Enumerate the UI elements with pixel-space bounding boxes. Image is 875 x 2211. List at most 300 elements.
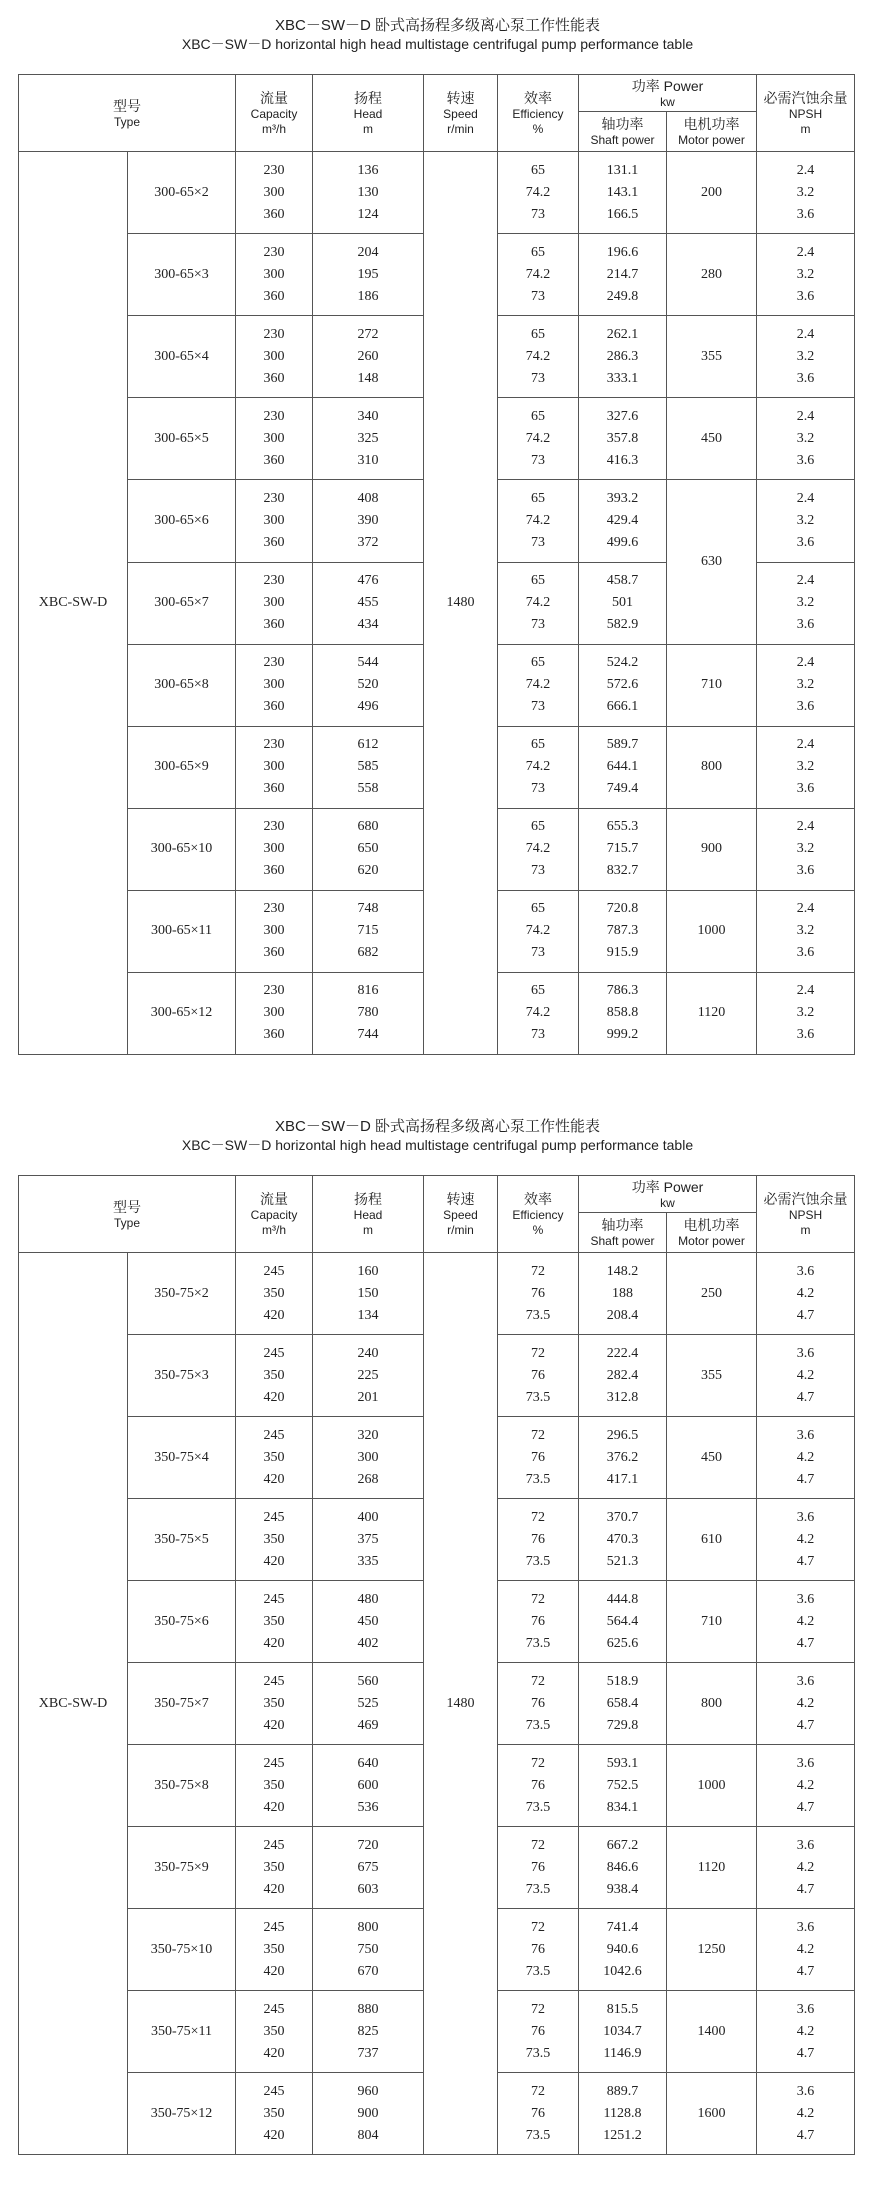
shaft-power-cell-value: 1146.9	[603, 2045, 642, 2061]
head-cell-value: 320	[357, 1427, 379, 1443]
shaft-power-cell-value: 327.6	[606, 408, 639, 424]
motor-power-cell: 1120	[667, 1827, 757, 1909]
capacity-cell	[236, 480, 313, 563]
npsh-cell-value: 2.4	[796, 573, 815, 588]
efficiency-cell-value: 72	[531, 1509, 545, 1525]
efficiency-cell-value: 73	[531, 1027, 545, 1042]
head-cell-value: 748	[357, 901, 379, 916]
efficiency-cell	[498, 316, 579, 398]
capacity-cell-value: 300	[263, 841, 285, 856]
capacity-cell-value: 420	[263, 1881, 285, 1897]
npsh-cell	[757, 480, 855, 563]
shaft-power-cell-value: 999.2	[606, 1027, 639, 1042]
npsh-cell-value: 3.2	[796, 512, 815, 528]
capacity-cell	[236, 890, 313, 972]
shaft-power-cell-value: 815.5	[606, 2001, 639, 2017]
head-cell-value: 272	[357, 326, 379, 342]
npsh-cell-value: 3.2	[796, 430, 815, 446]
shaft-power-cell	[579, 1745, 667, 1827]
model-cell: 300-65×3	[128, 234, 236, 316]
efficiency-cell-value: 65	[531, 901, 545, 916]
motor-power-cell: 800	[667, 726, 757, 808]
capacity-cell	[236, 234, 313, 316]
efficiency-cell-value: 65	[531, 819, 545, 834]
motor-power-cell: 1400	[667, 1991, 757, 2073]
capacity-cell	[236, 644, 313, 726]
efficiency-cell-value: 73.5	[525, 1471, 551, 1487]
head-cell-value: 560	[357, 1673, 379, 1689]
efficiency-cell-value: 76	[531, 1285, 545, 1301]
shaft-power-cell	[579, 480, 667, 563]
shaft-power-cell	[579, 316, 667, 398]
motor-power-cell: 1000	[667, 890, 757, 972]
npsh-cell-value: 3.6	[796, 534, 815, 550]
efficiency-cell-value: 74.2	[525, 430, 551, 446]
npsh-cell-value: 3.2	[796, 1005, 815, 1020]
motor-power-cell: 710	[667, 1581, 757, 1663]
capacity-cell	[236, 1335, 313, 1417]
head-cell-value: 544	[357, 655, 379, 670]
motor-power-cell: 1250	[667, 1909, 757, 1991]
efficiency-cell-value: 74.2	[525, 677, 551, 692]
capacity-cell	[236, 2073, 313, 2155]
header-npsh: 必需汽蚀余量 NPSH m	[757, 1176, 855, 1253]
efficiency-cell	[498, 1827, 579, 1909]
efficiency-cell-value: 74.2	[525, 595, 551, 610]
head-cell-value: 408	[357, 490, 379, 506]
capacity-cell-value: 300	[263, 512, 285, 528]
efficiency-cell-value: 72	[531, 2001, 545, 2017]
efficiency-cell-value: 72	[531, 2083, 545, 2099]
shaft-power-cell-value: 417.1	[606, 1471, 639, 1487]
series-cell: XBC-SW-D	[19, 152, 128, 1055]
npsh-cell-value: 3.2	[796, 923, 815, 938]
head-cell-value: 204	[357, 244, 379, 260]
shaft-power-cell-value: 208.4	[606, 1307, 639, 1323]
npsh-cell-value: 4.2	[796, 2105, 815, 2121]
efficiency-cell-value: 74.2	[525, 512, 551, 528]
shaft-power-cell-value: 658.4	[606, 1695, 639, 1711]
motor-power-cell: 1120	[667, 972, 757, 1054]
header-power: 功率 Power kw	[579, 75, 757, 112]
npsh-cell-value: 4.7	[796, 1635, 815, 1651]
capacity-cell-value: 245	[263, 1673, 285, 1689]
efficiency-cell	[498, 890, 579, 972]
head-cell-value: 325	[357, 430, 379, 446]
shaft-power-cell	[579, 562, 667, 644]
npsh-cell-value: 4.7	[796, 1717, 815, 1733]
capacity-cell-value: 350	[263, 1613, 285, 1629]
capacity-cell-value: 245	[263, 2001, 285, 2017]
npsh-cell-value: 4.7	[796, 2045, 815, 2061]
npsh-cell-value: 4.2	[796, 1531, 815, 1547]
capacity-cell-value: 360	[263, 452, 285, 468]
motor-power-cell: 355	[667, 316, 757, 398]
npsh-cell-value: 2.4	[796, 901, 815, 916]
shaft-power-cell-value: 572.6	[606, 677, 639, 692]
capacity-cell	[236, 1827, 313, 1909]
model-cell: 350-75×8	[128, 1745, 236, 1827]
npsh-cell	[757, 1581, 855, 1663]
efficiency-cell	[498, 1253, 579, 1335]
capacity-cell-value: 230	[263, 162, 285, 178]
model-cell: 300-65×6	[128, 480, 236, 563]
head-cell-value: 558	[357, 781, 379, 796]
shaft-power-cell-value: 518.9	[606, 1673, 639, 1689]
capacity-cell	[236, 1909, 313, 1991]
motor-power-cell: 800	[667, 1663, 757, 1745]
head-cell-value: 612	[357, 737, 379, 752]
shaft-power-cell-value: 749.4	[606, 781, 639, 796]
head-cell-value: 960	[357, 2083, 379, 2099]
shaft-power-cell-value: 188	[612, 1285, 633, 1301]
shaft-power-cell	[579, 152, 667, 234]
head-cell-value: 585	[357, 759, 379, 774]
efficiency-cell-value: 72	[531, 1345, 545, 1361]
capacity-cell-value: 420	[263, 1717, 285, 1733]
npsh-cell-value: 3.6	[796, 1919, 815, 1935]
head-cell-value: 225	[357, 1367, 379, 1383]
head-cell	[313, 1745, 424, 1827]
capacity-cell	[236, 1417, 313, 1499]
shaft-power-cell-value: 444.8	[606, 1591, 639, 1607]
head-cell-value: 520	[357, 677, 379, 692]
head-cell	[313, 644, 424, 726]
capacity-cell-value: 230	[263, 655, 285, 670]
npsh-cell-value: 4.2	[796, 1367, 815, 1383]
efficiency-cell-value: 73.5	[525, 1307, 551, 1323]
capacity-cell-value: 300	[263, 266, 285, 282]
efficiency-cell-value: 76	[531, 1941, 545, 1957]
shaft-power-cell-value: 262.1	[606, 326, 639, 342]
capacity-cell-value: 350	[263, 1695, 285, 1711]
head-cell-value: 825	[357, 2023, 379, 2039]
efficiency-cell	[498, 1335, 579, 1417]
head-cell-value: 650	[357, 841, 379, 856]
efficiency-cell-value: 65	[531, 326, 545, 342]
capacity-cell-value: 350	[263, 1777, 285, 1793]
npsh-cell-value: 3.6	[796, 452, 815, 468]
shaft-power-cell-value: 786.3	[606, 983, 639, 998]
shaft-power-cell-value: 858.8	[606, 1005, 639, 1020]
npsh-cell	[757, 2073, 855, 2155]
capacity-cell-value: 360	[263, 288, 285, 304]
capacity-cell	[236, 1663, 313, 1745]
head-cell-value: 525	[357, 1695, 379, 1711]
shaft-power-cell	[579, 808, 667, 890]
shaft-power-cell-value: 470.3	[606, 1531, 639, 1547]
head-cell-value: 434	[357, 617, 379, 632]
shaft-power-cell-value: 715.7	[606, 841, 639, 856]
shaft-power-cell-value: 429.4	[606, 512, 639, 528]
npsh-cell	[757, 1827, 855, 1909]
shaft-power-cell-value: 357.8	[606, 430, 639, 446]
head-cell-value: 340	[357, 408, 379, 424]
efficiency-cell	[498, 234, 579, 316]
npsh-cell-value: 4.7	[796, 1553, 815, 1569]
header-efficiency: 效率 Efficiency %	[498, 1176, 579, 1253]
head-cell-value: 201	[357, 1389, 379, 1405]
head-cell-value: 160	[357, 1263, 379, 1279]
head-cell-value: 390	[357, 512, 379, 528]
shaft-power-cell-value: 832.7	[606, 863, 639, 878]
capacity-cell-value: 350	[263, 2023, 285, 2039]
efficiency-cell-value: 74.2	[525, 841, 551, 856]
shaft-power-cell	[579, 234, 667, 316]
shaft-power-cell	[579, 726, 667, 808]
capacity-cell-value: 420	[263, 1553, 285, 1569]
head-cell-value: 195	[357, 266, 379, 282]
npsh-cell	[757, 234, 855, 316]
model-cell: 300-65×9	[128, 726, 236, 808]
speed-cell: 1480	[424, 1253, 498, 2155]
shaft-power-cell	[579, 1253, 667, 1335]
motor-power-cell: 250	[667, 1253, 757, 1335]
npsh-cell-value: 4.2	[796, 1613, 815, 1629]
npsh-cell-value: 4.7	[796, 1799, 815, 1815]
motor-power-cell: 200	[667, 152, 757, 234]
efficiency-cell-value: 73	[531, 863, 545, 878]
capacity-cell	[236, 972, 313, 1054]
npsh-cell-value: 2.4	[796, 326, 815, 342]
efficiency-cell-value: 76	[531, 1859, 545, 1875]
capacity-cell-value: 300	[263, 184, 285, 200]
npsh-cell-value: 2.4	[796, 655, 815, 670]
npsh-cell	[757, 1417, 855, 1499]
head-cell	[313, 234, 424, 316]
head-cell-value: 496	[357, 699, 379, 714]
header-power: 功率 Power kw	[579, 1176, 757, 1213]
head-cell-value: 134	[357, 1307, 379, 1323]
head-cell	[313, 726, 424, 808]
shaft-power-cell-value: 593.1	[606, 1755, 639, 1771]
capacity-cell-value: 245	[263, 2083, 285, 2099]
header-shaft-power: 轴功率 Shaft power	[579, 1213, 667, 1253]
efficiency-cell	[498, 972, 579, 1054]
efficiency-cell-value: 72	[531, 1591, 545, 1607]
head-cell-value: 682	[357, 945, 379, 960]
efficiency-cell-value: 73	[531, 617, 545, 632]
npsh-cell-value: 3.6	[796, 617, 815, 632]
capacity-cell-value: 230	[263, 983, 285, 998]
npsh-cell-value: 4.2	[796, 1695, 815, 1711]
efficiency-cell	[498, 644, 579, 726]
motor-power-cell: 900	[667, 808, 757, 890]
npsh-cell	[757, 644, 855, 726]
npsh-cell	[757, 1253, 855, 1335]
efficiency-cell-value: 73	[531, 781, 545, 796]
shaft-power-cell-value: 582.9	[606, 617, 639, 632]
capacity-cell-value: 230	[263, 737, 285, 752]
capacity-cell-value: 245	[263, 1427, 285, 1443]
head-cell-value: 240	[357, 1345, 379, 1361]
shaft-power-cell-value: 416.3	[606, 452, 639, 468]
model-cell: 300-65×12	[128, 972, 236, 1054]
efficiency-cell	[498, 152, 579, 234]
shaft-power-cell-value: 501	[612, 595, 633, 610]
npsh-cell-value: 4.7	[796, 1389, 815, 1405]
capacity-cell-value: 300	[263, 759, 285, 774]
shaft-power-cell	[579, 1499, 667, 1581]
head-cell	[313, 1827, 424, 1909]
npsh-cell-value: 2.4	[796, 408, 815, 424]
shaft-power-cell-value: 1034.7	[603, 2023, 642, 2039]
shaft-power-cell-value: 521.3	[606, 1553, 639, 1569]
shaft-power-cell-value: 376.2	[606, 1449, 639, 1465]
motor-power-cell: 355	[667, 1335, 757, 1417]
efficiency-cell-value: 65	[531, 655, 545, 670]
table-title-en: XBC－SW－D horizontal high head multistage centrifugal pump performance table	[181, 1137, 694, 1153]
shaft-power-cell-value: 166.5	[606, 206, 639, 222]
head-cell-value: 670	[357, 1963, 379, 1979]
shaft-power-cell	[579, 1663, 667, 1745]
shaft-power-cell	[579, 1335, 667, 1417]
capacity-cell-value: 360	[263, 863, 285, 878]
shaft-power-cell-value: 667.2	[606, 1837, 639, 1853]
head-cell-value: 455	[357, 595, 379, 610]
shaft-power-cell-value: 196.6	[606, 244, 639, 260]
header-npsh: 必需汽蚀余量 NPSH m	[757, 75, 855, 152]
header-speed: 转速 Speed r/min	[424, 1176, 498, 1253]
head-cell-value: 136	[357, 162, 379, 178]
efficiency-cell-value: 65	[531, 408, 545, 424]
efficiency-cell-value: 65	[531, 162, 545, 178]
shaft-power-cell	[579, 972, 667, 1054]
shaft-power-cell-value: 1128.8	[603, 2105, 642, 2121]
npsh-cell	[757, 808, 855, 890]
capacity-cell-value: 230	[263, 326, 285, 342]
model-cell: 350-75×3	[128, 1335, 236, 1417]
npsh-cell-value: 3.6	[796, 2001, 815, 2017]
model-cell: 350-75×11	[128, 1991, 236, 2073]
npsh-cell-value: 3.6	[796, 2083, 815, 2099]
capacity-cell	[236, 1499, 313, 1581]
npsh-cell-value: 4.2	[796, 1859, 815, 1875]
efficiency-cell	[498, 1663, 579, 1745]
capacity-cell-value: 360	[263, 617, 285, 632]
npsh-cell-value: 4.2	[796, 1285, 815, 1301]
shaft-power-cell-value: 666.1	[606, 699, 639, 714]
npsh-cell-value: 3.6	[796, 1345, 815, 1361]
efficiency-cell	[498, 1581, 579, 1663]
head-cell	[313, 1499, 424, 1581]
npsh-cell-value: 2.4	[796, 244, 815, 260]
head-cell-value: 880	[357, 2001, 379, 2017]
motor-power-cell: 1600	[667, 2073, 757, 2155]
efficiency-cell	[498, 1745, 579, 1827]
shaft-power-cell-value: 940.6	[606, 1941, 639, 1957]
npsh-cell-value: 3.2	[796, 759, 815, 774]
efficiency-cell-value: 73.5	[525, 1963, 551, 1979]
npsh-cell	[757, 726, 855, 808]
npsh-cell-value: 3.2	[796, 266, 815, 282]
npsh-cell	[757, 890, 855, 972]
head-cell-value: 335	[357, 1553, 379, 1569]
model-cell: 300-65×2	[128, 152, 236, 234]
efficiency-cell-value: 73.5	[525, 1553, 551, 1569]
shaft-power-cell-value: 370.7	[606, 1509, 639, 1525]
npsh-cell	[757, 1335, 855, 1417]
head-cell-value: 150	[357, 1285, 379, 1301]
head-cell-value: 603	[357, 1881, 379, 1897]
shaft-power-cell-value: 644.1	[606, 759, 639, 774]
head-cell	[313, 808, 424, 890]
efficiency-cell-value: 73	[531, 699, 545, 714]
efficiency-cell-value: 73.5	[525, 2045, 551, 2061]
shaft-power-cell	[579, 644, 667, 726]
motor-power-cell: 1000	[667, 1745, 757, 1827]
head-cell-value: 800	[357, 1919, 379, 1935]
capacity-cell-value: 360	[263, 781, 285, 796]
efficiency-cell	[498, 808, 579, 890]
shaft-power-cell-value: 499.6	[606, 534, 639, 550]
head-cell-value: 780	[357, 1005, 379, 1020]
efficiency-cell	[498, 398, 579, 480]
header-efficiency: 效率 Efficiency %	[498, 75, 579, 152]
shaft-power-cell-value: 1042.6	[603, 1963, 642, 1979]
header-type: 型号 Type	[19, 75, 236, 152]
capacity-cell-value: 300	[263, 677, 285, 692]
capacity-cell-value: 230	[263, 408, 285, 424]
capacity-cell-value: 245	[263, 1919, 285, 1935]
npsh-cell-value: 3.6	[796, 1755, 815, 1771]
shaft-power-cell-value: 131.1	[606, 162, 639, 178]
capacity-cell-value: 230	[263, 244, 285, 260]
npsh-cell-value: 4.7	[796, 1881, 815, 1897]
shaft-power-cell-value: 729.8	[606, 1717, 639, 1733]
shaft-power-cell-value: 915.9	[606, 945, 639, 960]
npsh-cell	[757, 152, 855, 234]
head-cell	[313, 398, 424, 480]
shaft-power-cell-value: 834.1	[606, 1799, 639, 1815]
capacity-cell-value: 350	[263, 1859, 285, 1875]
head-cell-value: 480	[357, 1591, 379, 1607]
head-cell-value: 148	[357, 370, 379, 386]
efficiency-cell-value: 74.2	[525, 348, 551, 364]
shaft-power-cell-value: 296.5	[606, 1427, 639, 1443]
head-cell-value: 720	[357, 1837, 379, 1853]
npsh-cell	[757, 972, 855, 1054]
model-cell: 300-65×11	[128, 890, 236, 972]
table-row	[19, 1253, 855, 1335]
motor-power-cell: 610	[667, 1499, 757, 1581]
model-cell: 350-75×10	[128, 1909, 236, 1991]
shaft-power-cell-value: 282.4	[606, 1367, 639, 1383]
model-cell: 350-75×2	[128, 1253, 236, 1335]
npsh-cell-value: 3.6	[796, 945, 815, 960]
model-cell: 350-75×7	[128, 1663, 236, 1745]
efficiency-cell-value: 72	[531, 1427, 545, 1443]
head-cell	[313, 890, 424, 972]
head-cell-value: 750	[357, 1941, 379, 1957]
head-cell-value: 300	[357, 1449, 379, 1465]
efficiency-cell-value: 73.5	[525, 1717, 551, 1733]
head-cell	[313, 316, 424, 398]
head-cell	[313, 152, 424, 234]
head-cell-value: 737	[357, 2045, 379, 2061]
efficiency-cell-value: 73.5	[525, 1799, 551, 1815]
npsh-cell-value: 3.6	[796, 1509, 815, 1525]
shaft-power-cell-value: 249.8	[606, 288, 639, 304]
table-title-2	[0, 1118, 875, 1154]
head-cell-value: 375	[357, 1531, 379, 1547]
shaft-power-cell-value: 589.7	[606, 737, 639, 752]
capacity-cell-value: 230	[263, 573, 285, 588]
npsh-cell	[757, 1745, 855, 1827]
npsh-cell-value: 3.2	[796, 677, 815, 692]
head-cell	[313, 1991, 424, 2073]
head-cell-value: 675	[357, 1859, 379, 1875]
